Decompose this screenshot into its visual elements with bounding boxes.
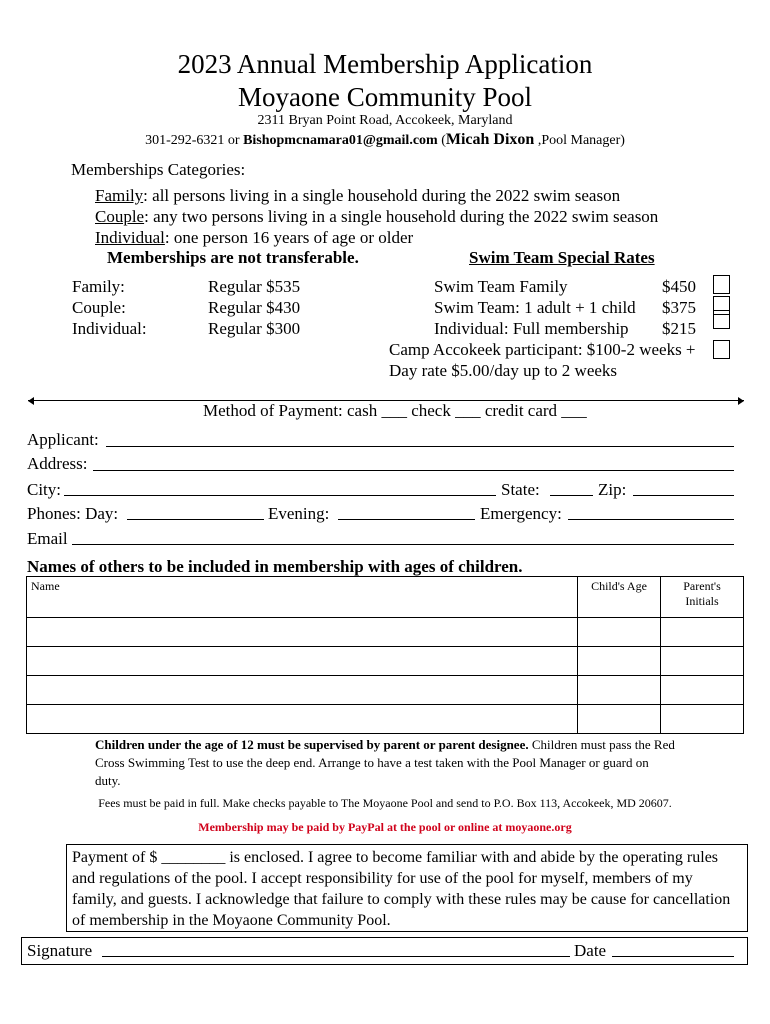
name-cell[interactable] bbox=[27, 647, 578, 676]
name-column-header: Name bbox=[27, 577, 578, 618]
swim-team-individual-checkbox[interactable] bbox=[713, 310, 730, 329]
age-cell[interactable] bbox=[578, 647, 661, 676]
categories-list bbox=[95, 185, 658, 248]
category-family: Family: all persons living in a single household during the 2022 swim season bbox=[95, 186, 621, 205]
others-heading: Names of others to be included in membership with ages of children. bbox=[27, 557, 523, 576]
swim-team-heading: Swim Team Special Rates bbox=[469, 248, 655, 267]
swim-team-labels: Swim Team Family Swim Team: 1 adult + 1 child Individual: Full membership bbox=[434, 277, 636, 338]
table-row bbox=[27, 676, 744, 705]
supervision-note bbox=[95, 736, 675, 790]
contact-line: 301-292-6321 or Bishopmcnamara01@gmail.com (Micah Dixon ,Pool Manager) bbox=[145, 131, 625, 148]
categories-heading: Memberships Categories: bbox=[71, 160, 246, 179]
evening-field[interactable] bbox=[338, 505, 475, 520]
email-label: Email bbox=[27, 529, 68, 548]
evening-label: Evening: bbox=[268, 504, 330, 523]
date-label: Date bbox=[574, 941, 607, 960]
agreement-text: Payment of $ ________ is enclosed. I agree to become familiar with and abide by the operating rules and regulations of the pool. I accept responsibility for use of the pool for myself, members of my family, and guests. I acknowledge that failure to comply with these rules may be cause for cancellation of membership in the Moyaone Community Pool. bbox=[72, 849, 731, 929]
city-field[interactable] bbox=[64, 481, 496, 496]
swim-team-family-checkbox[interactable] bbox=[713, 275, 730, 294]
payment-agreement-box bbox=[66, 844, 748, 932]
members-table bbox=[26, 576, 744, 734]
phone-day-label: Phones: Day: bbox=[27, 504, 119, 523]
zip-label: Zip: bbox=[598, 480, 627, 499]
fees-note: Fees must be paid in full. Make checks payable to The Moyaone Pool and send to P.O. Box 113, Accokeek, MD 20607. bbox=[98, 796, 672, 810]
paypal-note: Membership may be paid by PayPal at the pool or online at moyaone.org bbox=[198, 820, 572, 834]
signature-label: Signature bbox=[27, 941, 93, 960]
table-row bbox=[27, 618, 744, 647]
camp-rates: Camp Accokeek participant: $100-2 weeks + Day rate $5.00/day up to 2 weeks bbox=[389, 340, 696, 380]
regular-rate-prices: Regular $535 Regular $430 Regular $300 bbox=[208, 277, 301, 338]
camp-checkbox[interactable] bbox=[713, 340, 730, 359]
category-couple: Couple: any two persons living in a single household during the 2022 swim season bbox=[95, 207, 659, 226]
phone-day-field[interactable] bbox=[127, 505, 264, 520]
applicant-label: Applicant: bbox=[27, 430, 99, 449]
signature-box bbox=[21, 937, 748, 965]
zip-field[interactable] bbox=[633, 481, 734, 496]
name-cell[interactable] bbox=[27, 618, 578, 647]
table-row bbox=[27, 647, 744, 676]
initials-cell[interactable] bbox=[661, 647, 744, 676]
email-field[interactable] bbox=[72, 530, 734, 545]
regular-rate-labels: Family: Couple: Individual: bbox=[72, 277, 147, 338]
initials-column-header: Parent's Initials bbox=[661, 577, 744, 618]
emergency-label: Emergency: bbox=[480, 504, 562, 523]
age-cell[interactable] bbox=[578, 705, 661, 734]
supervision-note-rest: Children must pass the Red Cross Swimming Test to use the deep end. Arrange to have a test taken with the Pool Manager or guard on duty. bbox=[95, 737, 675, 788]
address-label: Address: bbox=[27, 454, 88, 473]
age-column-header: Child's Age bbox=[578, 577, 661, 618]
name-cell[interactable] bbox=[27, 705, 578, 734]
initials-cell[interactable] bbox=[661, 676, 744, 705]
not-transferable-note: Memberships are not transferable. bbox=[107, 248, 359, 267]
date-field[interactable] bbox=[612, 942, 734, 957]
pool-name: Moyaone Community Pool bbox=[237, 82, 532, 112]
initials-cell[interactable] bbox=[661, 705, 744, 734]
state-label: State: bbox=[501, 480, 540, 499]
address-field[interactable] bbox=[93, 456, 734, 471]
emergency-field[interactable] bbox=[568, 505, 734, 520]
manager-role: ,Pool Manager) bbox=[534, 133, 625, 148]
manager-name: Micah Dixon bbox=[445, 131, 535, 148]
state-field[interactable] bbox=[550, 481, 593, 496]
city-label: City: bbox=[27, 480, 62, 499]
age-cell[interactable] bbox=[578, 618, 661, 647]
swim-team-prices: $450 $375 $215 bbox=[662, 277, 696, 338]
age-cell[interactable] bbox=[578, 676, 661, 705]
table-row bbox=[27, 705, 744, 734]
supervision-note-bold: Children under the age of 12 must be supervised by parent or parent designee. bbox=[95, 737, 529, 752]
applicant-field[interactable] bbox=[106, 432, 734, 447]
contact-email[interactable]: Bishopmcnamara01@gmail.com bbox=[243, 133, 438, 148]
category-individual: Individual: one person 16 years of age or older bbox=[95, 228, 414, 247]
payment-method[interactable]: Method of Payment: cash ___ check ___ credit card ___ bbox=[203, 401, 587, 420]
pool-address: 2311 Bryan Point Road, Accokeek, Maryland bbox=[257, 113, 513, 128]
signature-field[interactable] bbox=[102, 942, 570, 957]
name-cell[interactable] bbox=[27, 676, 578, 705]
form-title: 2023 Annual Membership Application bbox=[177, 49, 593, 79]
phone-text: 301-292-6321 or bbox=[145, 133, 244, 148]
initials-cell[interactable] bbox=[661, 618, 744, 647]
